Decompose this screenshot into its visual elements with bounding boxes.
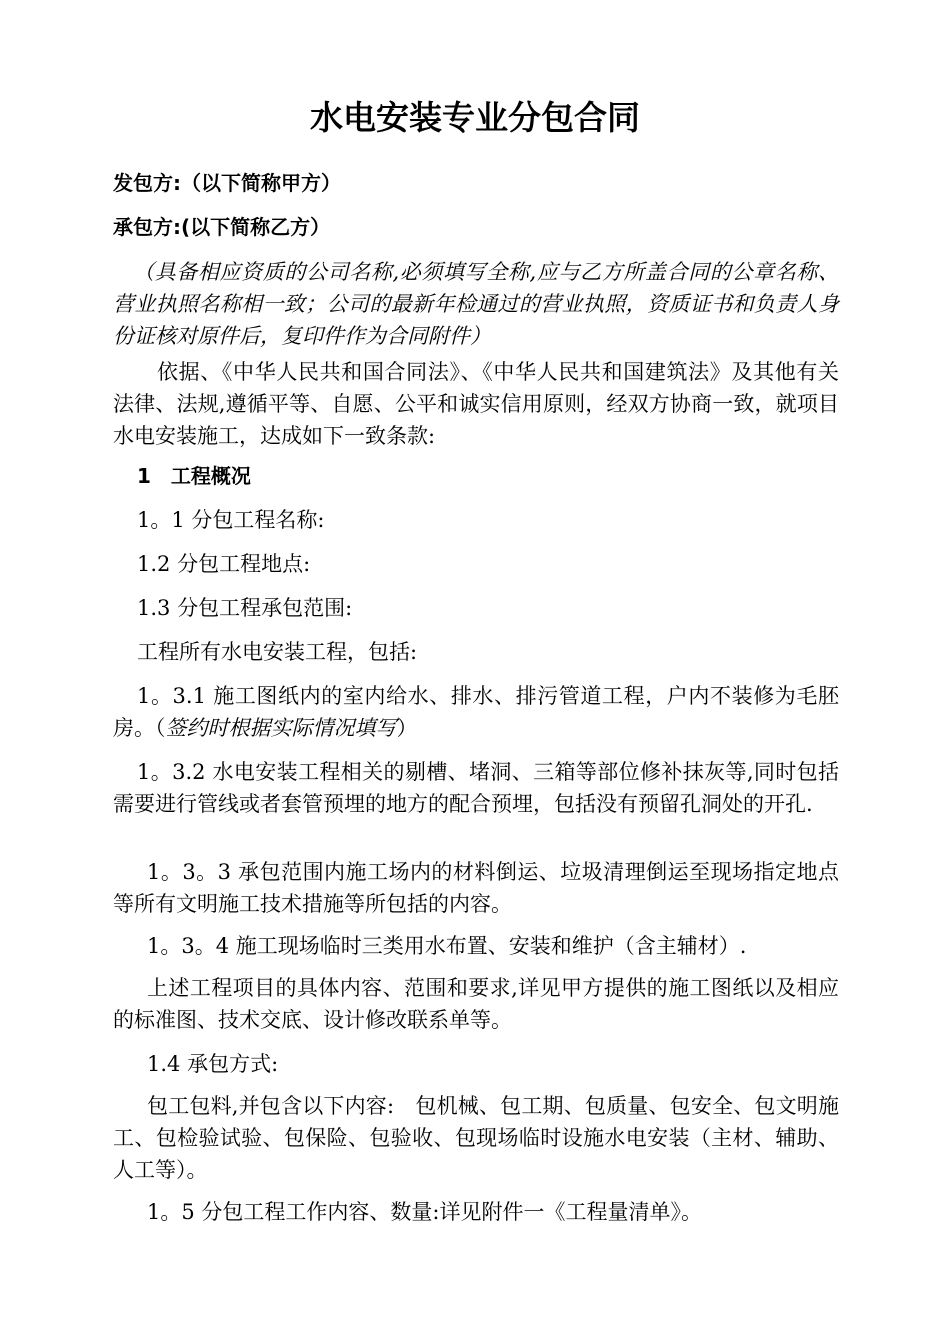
item-1-3-1-note: 签约时根据实际情况填写 [165,716,397,740]
item-1-3-4: 1。3。4 施工现场临时三类用水布置、安装和维护（含主辅材）. [147,934,747,958]
item-1-1: 1。1 分包工程名称: [137,508,325,532]
contract-mode: 包工包料,并包含以下内容: 包机械、包工期、包质量、包安全、包文明施工、包检验试验、包保险、包验收、包现场临时设施水电安装（主材、辅助、人工等）。 [113,1094,839,1182]
qualification-note: （具备相应资质的公司名称,必须填写全称,应与乙方所盖合同的公章名称、营业执照名称相一致；公司的最新年检通过的营业执照，资质证书和负责人身份证核对原件后，复印件作为合同附件） [113,260,839,348]
section-1-heading: 1 工程概况 [137,464,251,488]
scope-intro: 工程所有水电安装工程，包括: [137,640,418,664]
item-1-3-1-close: ） [396,716,418,740]
item-1-3-2: 1。3.2 水电安装工程相关的剔槽、堵洞、三箱等部位修补抹灰等,同时包括需要进行管线或者套管预埋的地方的配合预埋，包括没有预留孔洞处的开孔. [113,760,839,816]
party-b-line: 承包方:(以下简称乙方） [113,215,331,239]
item-1-3: 1.3 分包工程承包范围: [137,596,353,620]
item-1-3-1-text: 1。3.1 施工图纸内的室内给水、排水、排污管道工程，户内不装修为毛胚房。（ [113,684,839,740]
item-1-4: 1.4 承包方式: [147,1052,279,1076]
document-title: 水电安装专业分包合同 [310,98,640,137]
intro-paragraph: 依据、《中华人民共和国合同法》、《中华人民共和国建筑法》及其他有关法律、法规,遵循平等、自愿、公平和诚实信用原则，经双方协商一致，就项目水电安装施工，达成如下一致条款: [113,360,839,448]
party-a-line: 发包方:（以下简称甲方） [113,171,341,195]
scope-summary: 上述工程项目的具体内容、范围和要求,详见甲方提供的施工图纸以及相应的标准图、技术交底、设计修改联系单等。 [113,976,839,1032]
item-1-3-1 [113,680,839,744]
item-1-2: 1.2 分包工程地点: [137,552,311,576]
item-1-3-3: 1。3。3 承包范围内施工场内的材料倒运、垃圾清理倒运至现场指定地点等所有文明施工技术措施等所包括的内容。 [113,860,839,916]
item-1-5: 1。5 分包工程工作内容、数量:详见附件一《工程量清单》。 [147,1200,702,1224]
